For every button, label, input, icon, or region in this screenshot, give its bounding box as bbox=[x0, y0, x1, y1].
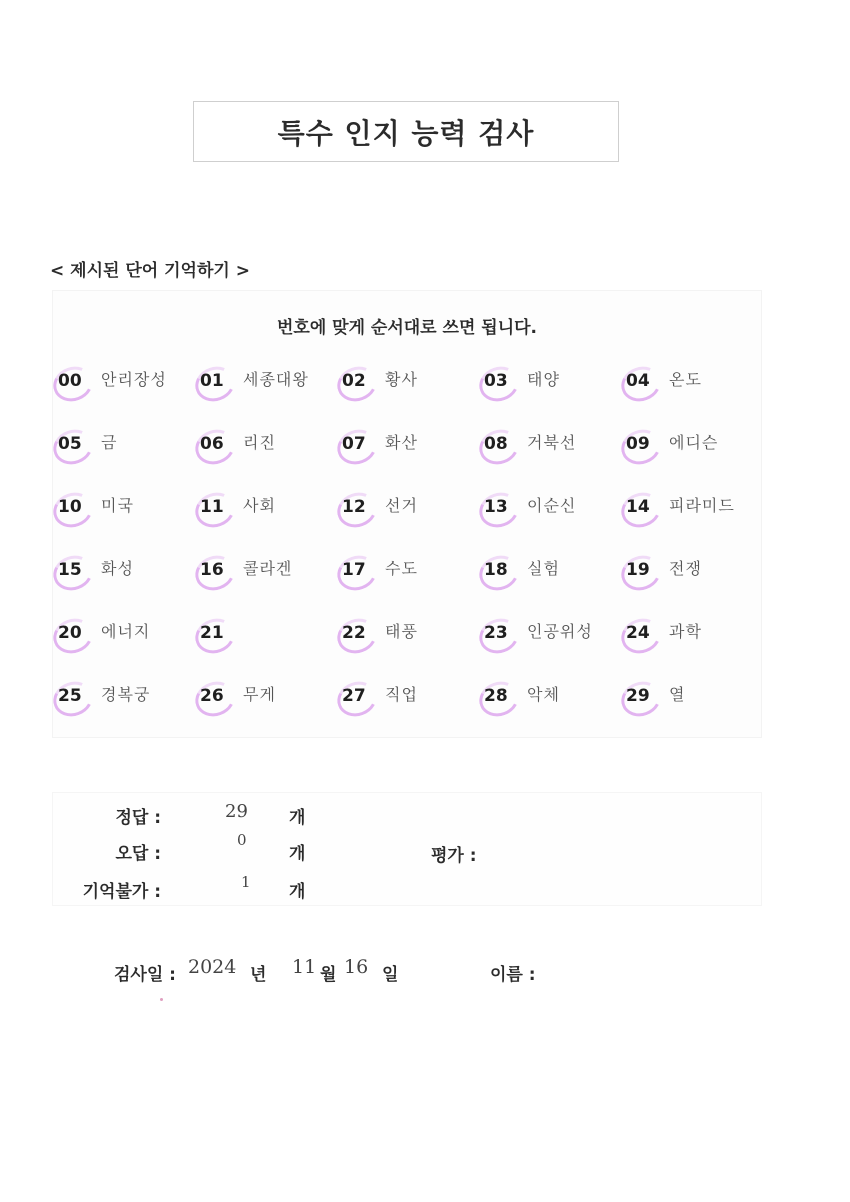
evaluation-label: 평가 : bbox=[431, 846, 477, 866]
number-wrap bbox=[621, 554, 659, 586]
number-wrap bbox=[479, 491, 517, 523]
forgot-row bbox=[53, 877, 161, 905]
test-date-label: 검사일 : bbox=[114, 965, 176, 985]
item-number: 10 bbox=[58, 497, 82, 517]
instruction-text: 번호에 맞게 순서대로 쓰면 됩니다. bbox=[276, 318, 538, 338]
handwritten-answer: 무게 bbox=[243, 685, 276, 704]
handwritten-answer: 안리장성 bbox=[101, 370, 167, 389]
answer-cell bbox=[195, 361, 337, 401]
handwritten-answer: 태양 bbox=[527, 370, 560, 389]
item-number: 17 bbox=[342, 560, 366, 580]
correct-unit: 개 bbox=[289, 808, 306, 828]
handwritten-answer: 이순신 bbox=[527, 496, 577, 515]
answer-cell bbox=[337, 361, 479, 401]
item-number: 21 bbox=[200, 623, 224, 643]
correct-row bbox=[53, 803, 161, 831]
number-wrap bbox=[621, 680, 659, 712]
handwritten-answer: 피라미드 bbox=[669, 496, 735, 515]
item-number: 28 bbox=[484, 686, 508, 706]
item-number: 03 bbox=[484, 371, 508, 391]
number-wrap bbox=[195, 365, 233, 397]
answer-cell bbox=[479, 550, 621, 590]
answer-cell bbox=[195, 550, 337, 590]
number-wrap bbox=[479, 428, 517, 460]
number-wrap bbox=[53, 617, 91, 649]
number-wrap bbox=[195, 491, 233, 523]
item-number: 05 bbox=[58, 434, 82, 454]
item-number: 08 bbox=[484, 434, 508, 454]
wrong-value: 0 bbox=[237, 831, 247, 849]
item-number: 27 bbox=[342, 686, 366, 706]
answer-cell bbox=[621, 550, 763, 590]
answer-cell bbox=[479, 424, 621, 464]
item-number: 09 bbox=[626, 434, 650, 454]
number-wrap bbox=[53, 491, 91, 523]
score-panel bbox=[52, 792, 762, 906]
handwritten-answer: 화성 bbox=[101, 559, 134, 578]
item-number: 25 bbox=[58, 686, 82, 706]
wrong-label: 오답 : bbox=[115, 844, 161, 864]
test-month-value: 11 bbox=[292, 956, 317, 978]
number-wrap bbox=[337, 491, 375, 523]
number-wrap bbox=[53, 428, 91, 460]
handwritten-answer: 황사 bbox=[385, 370, 418, 389]
number-wrap bbox=[621, 365, 659, 397]
handwritten-answer: 에디슨 bbox=[669, 433, 719, 452]
answer-cell bbox=[621, 361, 763, 401]
number-wrap bbox=[195, 680, 233, 712]
answer-cell bbox=[337, 424, 479, 464]
number-wrap bbox=[195, 617, 233, 649]
answer-cell bbox=[195, 676, 337, 716]
handwritten-answer: 사회 bbox=[243, 496, 276, 515]
item-number: 13 bbox=[484, 497, 508, 517]
number-wrap bbox=[337, 554, 375, 586]
name-label: 이름 : bbox=[490, 965, 536, 985]
number-wrap bbox=[337, 617, 375, 649]
day-unit: 일 bbox=[382, 965, 399, 985]
ink-dot bbox=[160, 998, 163, 1001]
item-number: 14 bbox=[626, 497, 650, 517]
handwritten-answer: 태풍 bbox=[385, 622, 418, 641]
number-wrap bbox=[479, 554, 517, 586]
answer-cell bbox=[53, 424, 195, 464]
month-unit: 월 bbox=[320, 965, 337, 985]
number-wrap bbox=[53, 554, 91, 586]
handwritten-answer: 금 bbox=[101, 433, 118, 452]
answer-cell bbox=[621, 487, 763, 527]
item-number: 16 bbox=[200, 560, 224, 580]
answer-cell bbox=[479, 676, 621, 716]
item-number: 02 bbox=[342, 371, 366, 391]
handwritten-answer: 전쟁 bbox=[669, 559, 702, 578]
number-wrap bbox=[53, 365, 91, 397]
correct-value: 29 bbox=[225, 801, 248, 822]
handwritten-answer: 화산 bbox=[385, 433, 418, 452]
forgot-value: 1 bbox=[241, 873, 251, 891]
item-number: 00 bbox=[58, 371, 82, 391]
number-wrap bbox=[337, 365, 375, 397]
answer-cell bbox=[479, 361, 621, 401]
number-wrap bbox=[195, 428, 233, 460]
handwritten-answer: 과학 bbox=[669, 622, 702, 641]
correct-label: 정답 : bbox=[115, 808, 161, 828]
item-number: 01 bbox=[200, 371, 224, 391]
answer-cell bbox=[479, 487, 621, 527]
item-number: 20 bbox=[58, 623, 82, 643]
item-number: 26 bbox=[200, 686, 224, 706]
test-year-value: 2024 bbox=[188, 956, 237, 978]
number-wrap bbox=[621, 617, 659, 649]
number-wrap bbox=[479, 365, 517, 397]
wrong-row bbox=[53, 839, 161, 867]
answer-cell bbox=[337, 613, 479, 653]
item-number: 29 bbox=[626, 686, 650, 706]
number-wrap bbox=[479, 680, 517, 712]
answer-cell bbox=[53, 487, 195, 527]
handwritten-answer: 미국 bbox=[101, 496, 134, 515]
item-number: 24 bbox=[626, 623, 650, 643]
number-wrap bbox=[195, 554, 233, 586]
answer-cell bbox=[479, 613, 621, 653]
section-label: < 제시된 단어 기억하기 > bbox=[50, 261, 250, 281]
handwritten-answer: 리진 bbox=[243, 433, 276, 452]
wrong-unit: 개 bbox=[289, 844, 306, 864]
handwritten-answer: 인공위성 bbox=[527, 622, 593, 641]
answer-cell bbox=[195, 613, 337, 653]
answer-cell bbox=[621, 613, 763, 653]
handwritten-answer: 에너지 bbox=[101, 622, 151, 641]
answer-cell bbox=[337, 676, 479, 716]
item-number: 22 bbox=[342, 623, 366, 643]
handwritten-answer: 수도 bbox=[385, 559, 418, 578]
answer-cell bbox=[195, 487, 337, 527]
handwritten-answer: 실험 bbox=[527, 559, 560, 578]
handwritten-answer: 온도 bbox=[669, 370, 702, 389]
answer-cell bbox=[53, 676, 195, 716]
number-wrap bbox=[337, 428, 375, 460]
number-wrap bbox=[53, 680, 91, 712]
forgot-label: 기억불가 : bbox=[82, 882, 161, 902]
forgot-unit: 개 bbox=[289, 882, 306, 902]
answer-cell bbox=[53, 550, 195, 590]
test-title: 특수 인지 능력 검사 bbox=[193, 101, 619, 162]
number-wrap bbox=[337, 680, 375, 712]
item-number: 18 bbox=[484, 560, 508, 580]
number-wrap bbox=[621, 428, 659, 460]
answer-cell bbox=[195, 424, 337, 464]
year-unit: 년 bbox=[250, 965, 267, 985]
number-wrap bbox=[621, 491, 659, 523]
item-number: 04 bbox=[626, 371, 650, 391]
item-number: 23 bbox=[484, 623, 508, 643]
handwritten-answer: 열 bbox=[669, 685, 686, 704]
handwritten-answer: 직업 bbox=[385, 685, 418, 704]
answer-cell bbox=[621, 676, 763, 716]
handwritten-answer: 악체 bbox=[527, 685, 560, 704]
item-number: 11 bbox=[200, 497, 224, 517]
handwritten-answer: 콜라겐 bbox=[243, 559, 293, 578]
handwritten-answer: 거북선 bbox=[527, 433, 577, 452]
answer-cell bbox=[621, 424, 763, 464]
handwritten-answer: 경복궁 bbox=[101, 685, 151, 704]
number-wrap bbox=[479, 617, 517, 649]
answer-cell bbox=[337, 550, 479, 590]
item-number: 06 bbox=[200, 434, 224, 454]
handwritten-answer: 세종대왕 bbox=[243, 370, 309, 389]
answer-cell bbox=[53, 361, 195, 401]
item-number: 19 bbox=[626, 560, 650, 580]
item-number: 12 bbox=[342, 497, 366, 517]
answer-cell bbox=[337, 487, 479, 527]
handwritten-answer: 선거 bbox=[385, 496, 418, 515]
item-number: 15 bbox=[58, 560, 82, 580]
test-day-value: 16 bbox=[344, 956, 369, 978]
word-recall-grid bbox=[52, 290, 762, 738]
item-number: 07 bbox=[342, 434, 366, 454]
answer-cell bbox=[53, 613, 195, 653]
